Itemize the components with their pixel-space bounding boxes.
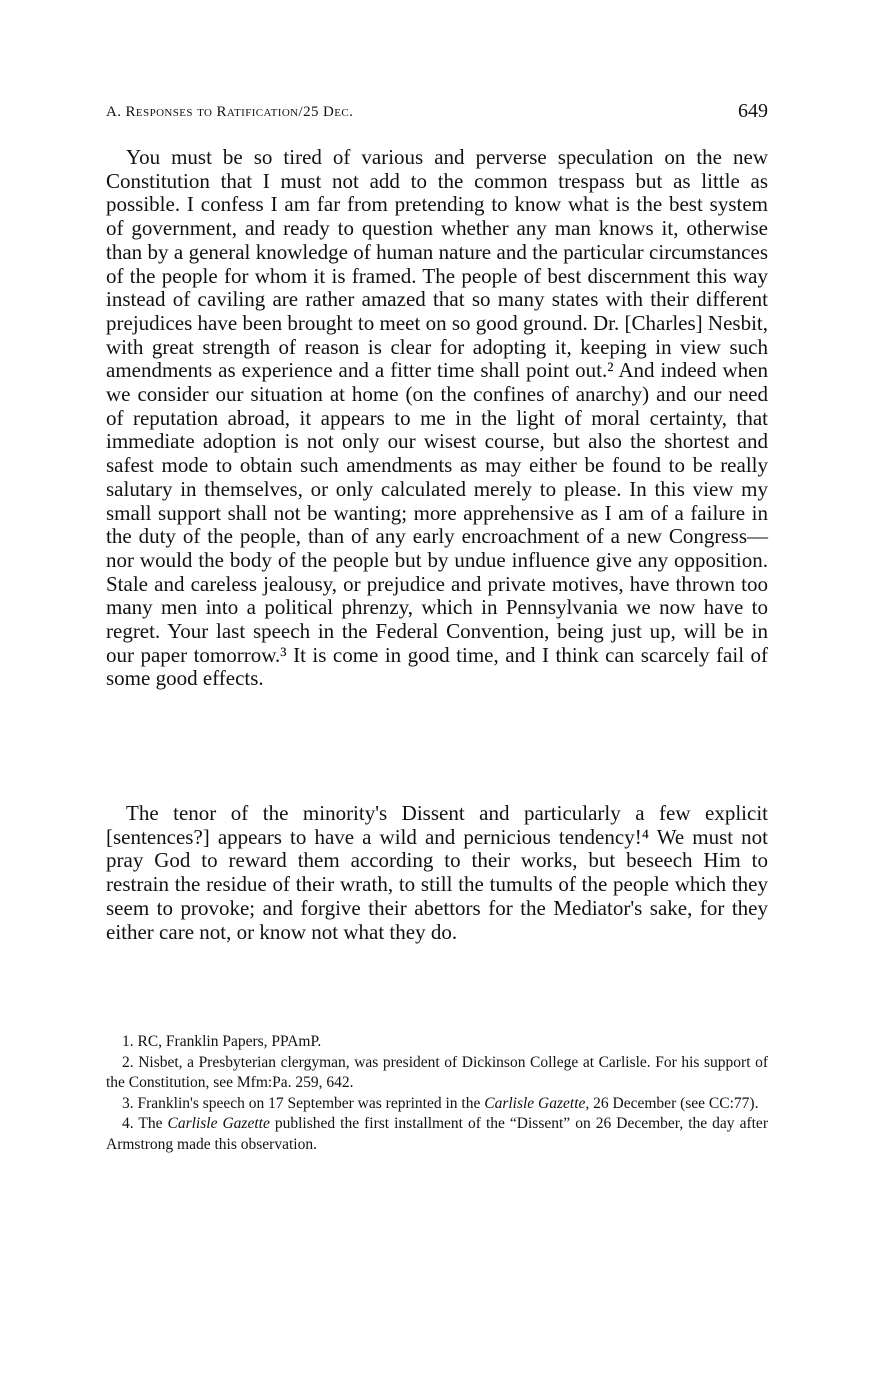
footnote-2: 2. Nisbet, a Presbyterian clergyman, was president of Dickinson College at Carlisle. For his support of the Constitution, see Mfm:Pa. 259, 642. (106, 1053, 768, 1091)
footnote-3-italic-title: Carlisle Gazette, (484, 1094, 590, 1112)
footnote-1: 1. RC, Franklin Papers, PPAmP. (122, 1033, 322, 1050)
running-head (106, 100, 768, 128)
footnote-3 (106, 1094, 768, 1115)
letter-paragraph: You must be so tired of various and perverse speculation on the new Constitution that I must not add to the common trespass but as little as possible. I confess I am far from pretending to know what is the best system of government, and ready to question whether any man knows it, otherwise than by a general knowledge of human nature and the particular circumstances of the people for whom it is framed. The people of best discernment this way instead of caviling are rather amazed that so many states with their different prejudices have been brought to meet on so good ground. Dr. [Charles] Nesbit, with great strength of reason is clear for adopting it, keeping in view such amendments as experience and a fitter time shall point out.² And indeed when we consider our situation at home (on the confines of anarchy) and our need of reputation abroad, it appears to me in the light of moral certainty, that immediate adoption is not only our wisest course, but also the shortest and safest mode to obtain such amendments as may either be found to be really salutary in themselves, or only calculated merely to please. In this view my small support shall not be wanting; more apprehensive as I am of a failure in the duty of the people, than of any early encroachment of a new Congress—nor would the body of the people but by undue influence give any opposition. Stale and careless jealousy, or prejudice and private motives, have thrown too many men into a political phrenzy, which in Pennsylvania we now have to regret. Your last speech in the Federal Convention, being just up, will be in our paper tomorrow.³ It is come in good time, and I think can scarcely fail of some good effects. (106, 145, 768, 691)
letter-paragraph: The tenor of the minority's Dissent and particularly a few explicit [sentences?] appears to have a wild and pernicious tendency!⁴ We must not pray God to reward them according to their works, but beseech Him to restrain the residue of their wrath, to still the tumults of the people which they seem to provoke; and forgive their abettors for the Mediator's sake, for they either care not, or know not what they do. (106, 801, 768, 944)
page-number: 649 (738, 100, 768, 122)
footnote-4-italic-title: Carlisle Gazette (167, 1115, 270, 1132)
running-title: A. Responses to Ratification/25 Dec. (106, 104, 354, 120)
footnote-4-text: 4. The (122, 1115, 168, 1132)
footnote-4 (106, 1114, 768, 1155)
footnote-4-text-end: published the first installment of the “Dissent” on 26 December, the day after Armstrong made this observation. (106, 1115, 768, 1153)
footnote-3-text: 3. Franklin's speech on 17 September was reprinted in the (122, 1094, 485, 1112)
footnote-3-text-end: 26 December (see CC:77). (589, 1094, 759, 1112)
footnotes (106, 1032, 768, 1155)
